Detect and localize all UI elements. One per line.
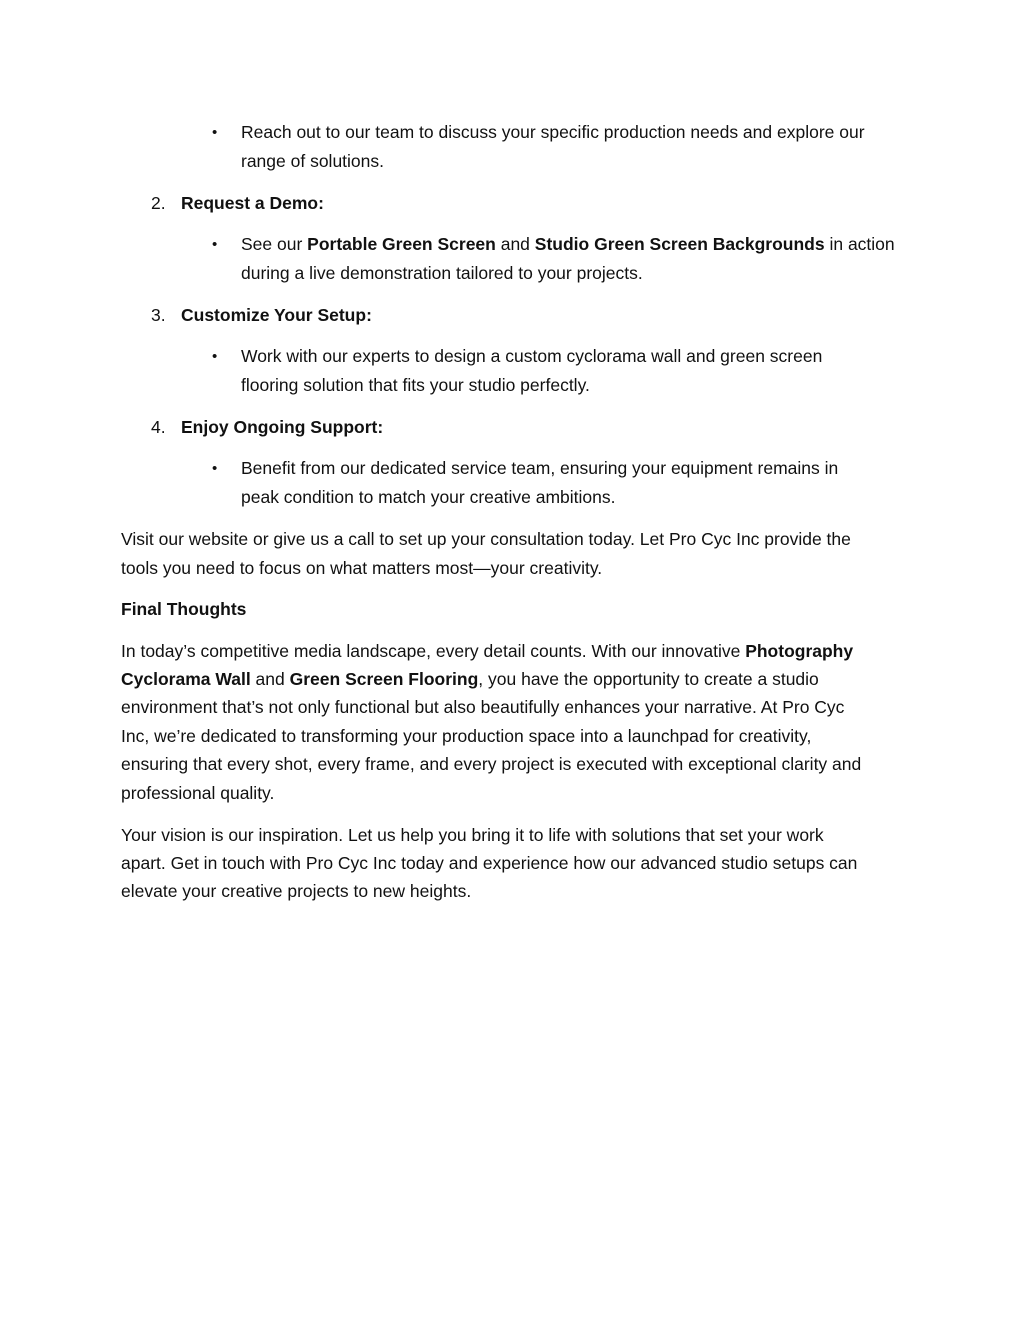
vision-paragraph-line-1: Your vision is our inspiration. Let us help you bring it to life with solutions that set your work — [121, 825, 824, 845]
bullet-marker: • — [212, 124, 218, 141]
visit-paragraph-line-2: tools you need to focus on what matters most—your creativity. — [121, 558, 603, 578]
step-2-number: 2. — [151, 193, 166, 213]
step-3-title: Customize Your Setup: — [181, 305, 372, 325]
bullet-marker: • — [212, 236, 218, 253]
step-2-bullet-line-2: during a live demonstration tailored to your projects. — [241, 263, 643, 283]
step-2-bullet-line-1: See our Portable Green Screen and Studio Green Screen Backgrounds in action — [241, 234, 895, 254]
step-1-bullet-line-2: range of solutions. — [241, 151, 385, 171]
final-paragraph-line-4: Inc, we’re dedicated to transforming your production space into a launchpad for creativity, — [121, 726, 812, 746]
final-paragraph-line-6: professional quality. — [121, 783, 275, 803]
step-4-title: Enjoy Ongoing Support: — [181, 417, 384, 437]
step-4-number: 4. — [151, 417, 166, 437]
step-4-bullet-line-2: peak condition to match your creative ambitions. — [241, 487, 616, 507]
final-paragraph-line-5: ensuring that every shot, every frame, and every project is executed with exceptional clarity and — [121, 754, 862, 774]
step-1-bullet-line-1: Reach out to our team to discuss your specific production needs and explore our — [241, 122, 865, 142]
final-thoughts-heading: Final Thoughts — [121, 599, 247, 619]
step-3-number: 3. — [151, 305, 166, 325]
step-3-bullet-line-2: flooring solution that fits your studio perfectly. — [241, 375, 590, 395]
step-2-title: Request a Demo: — [181, 193, 324, 213]
vision-paragraph-line-3: elevate your creative projects to new heights. — [121, 881, 472, 901]
final-paragraph-line-2: Cyclorama Wall and Green Screen Flooring, you have the opportunity to create a studio — [121, 669, 819, 689]
visit-paragraph-line-1: Visit our website or give us a call to set up your consultation today. Let Pro Cyc Inc provide the — [121, 529, 851, 549]
step-4-bullet-line-1: Benefit from our dedicated service team, ensuring your equipment remains in — [241, 458, 839, 478]
bullet-marker: • — [212, 348, 218, 365]
final-paragraph-line-3: environment that’s not only functional but also beautifully enhances your narrative. At Pro Cyc — [121, 697, 845, 717]
step-3-bullet-line-1: Work with our experts to design a custom cyclorama wall and green screen — [241, 346, 823, 366]
vision-paragraph-line-2: apart. Get in touch with Pro Cyc Inc today and experience how our advanced studio setups can — [121, 853, 858, 873]
final-paragraph-line-1: In today’s competitive media landscape, every detail counts. With our innovative Photography — [121, 641, 854, 661]
bullet-marker: • — [212, 460, 218, 477]
